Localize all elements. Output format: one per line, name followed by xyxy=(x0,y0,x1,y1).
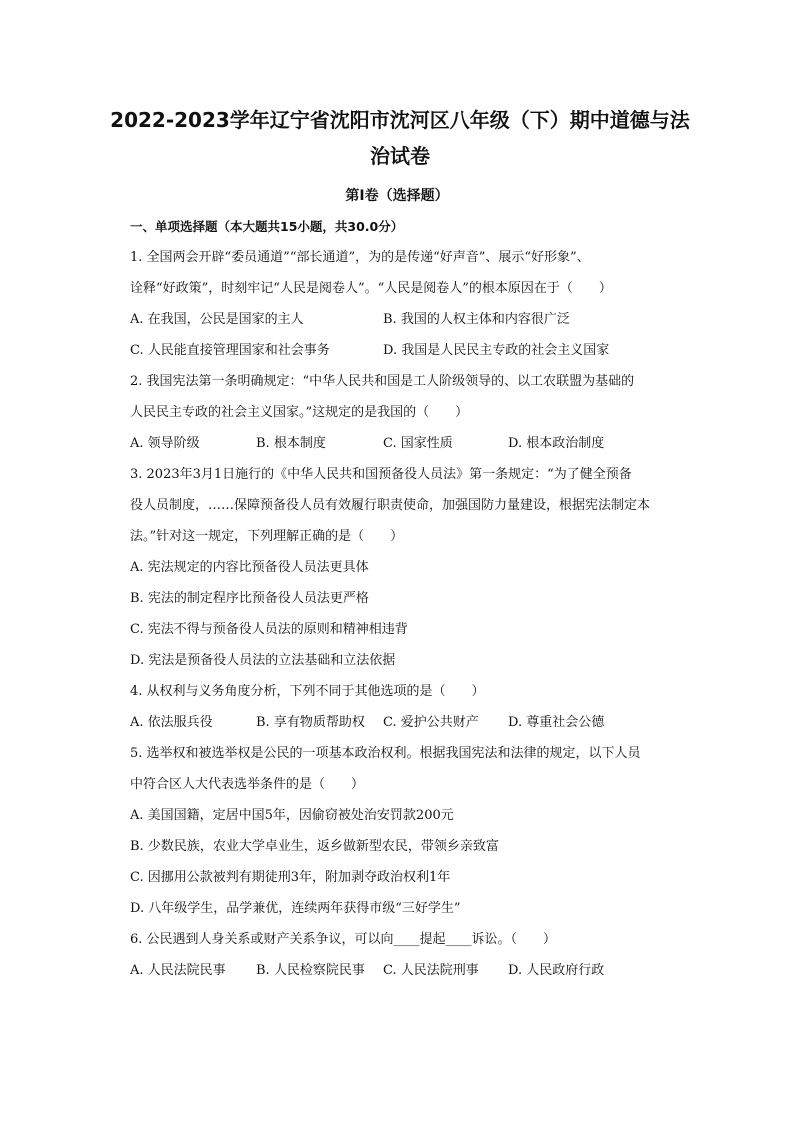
q2-option-a: A. 领导阶级 xyxy=(130,436,200,451)
section-heading: 一、单项选择题（本大题共15小题，共30.0分） xyxy=(130,219,404,234)
q3-stem-line1: 3. 2023年3月1日施行的《中华人民共和国预备役人员法》第一条规定：“为了健全预备 xyxy=(130,467,632,482)
q3-option-a: A. 宪法规定的内容比预备役人员法更具体 xyxy=(130,560,369,575)
q3-option-c: C. 宪法不得与预备役人员法的原则和精神相违背 xyxy=(130,622,408,637)
q1-option-c: C. 人民能直接管理国家和社会事务 xyxy=(130,343,330,358)
q2-stem-line1: 2. 我国宪法第一条明确规定：“中华人民共和国是工人阶级领导的、以工农联盟为基础的 xyxy=(130,374,635,389)
q6-stem-line1: 6. 公民遇到人身关系或财产关系争议，可以向____提起____诉讼。（ ） xyxy=(130,932,557,947)
q3-option-b: B. 宪法的制定程序比预备役人员法更严格 xyxy=(130,591,369,606)
q4-option-b: B. 享有物质帮助权 xyxy=(256,715,365,730)
q3-stem-line3: 法。”针对这一规定，下列理解正确的是（ ） xyxy=(130,529,404,544)
q5-option-c: C. 因挪用公款被判有期徒刑3年，附加剥夺政治权利1年 xyxy=(130,870,451,885)
q1-option-a: A. 在我国，公民是国家的主人 xyxy=(130,312,304,327)
q4-option-c: C. 爱护公共财产 xyxy=(383,715,479,730)
q1-option-b: B. 我国的人权主体和内容很广泛 xyxy=(383,312,570,327)
q6-option-a: A. 人民法院民事 xyxy=(130,963,226,978)
q2-option-d: D. 根本政治制度 xyxy=(508,436,605,451)
q4-option-a: A. 依法服兵役 xyxy=(130,715,213,730)
q5-option-b: B. 少数民族，农业大学卓业生，返乡做新型农民，带领乡亲致富 xyxy=(130,839,499,854)
q6-option-d: D. 人民政府行政 xyxy=(508,963,605,978)
q2-option-b: B. 根本制度 xyxy=(256,436,326,451)
q5-stem-line2: 中符合区人大代表选举条件的是（ ） xyxy=(130,777,365,792)
q6-option-b: B. 人民检察院民事 xyxy=(256,963,365,978)
q3-stem-line2: 役人员制度，……保障预备役人员有效履行职责使命，加强国防力量建设，根据宪法制定本 xyxy=(130,498,651,513)
q4-stem-line1: 4. 从权利与义务角度分析，下列不同于其他选项的是（ ） xyxy=(130,684,485,699)
part-heading: 第Ⅰ卷（选择题） xyxy=(345,188,449,204)
q5-stem-line1: 5. 选举权和被选举权是公民的一项基本政治权利。根据我国宪法和法律的规定，以下人员 xyxy=(130,746,641,761)
q2-stem-line2: 人民民主专政的社会主义国家。”这规定的是我国的（ ） xyxy=(130,405,469,420)
exam-title-line1: 2022-2023学年辽宁省沈阳市沈河区八年级（下）期中道德与法 xyxy=(110,108,690,132)
q3-option-d: D. 宪法是预备役人员法的立法基础和立法依据 xyxy=(130,653,396,668)
q1-stem-line1: 1. 全国两会开辟“委员通道”“部长通道”，为的是传递“好声音”、展示“好形象”、 xyxy=(130,250,590,265)
exam-title-line2: 治试卷 xyxy=(370,144,430,168)
q5-option-d: D. 八年级学生，品学兼优，连续两年获得市级“三好学生” xyxy=(130,901,461,916)
q4-option-d: D. 尊重社会公德 xyxy=(508,715,605,730)
q2-option-c: C. 国家性质 xyxy=(383,436,453,451)
q1-option-d: D. 我国是人民民主专政的社会主义国家 xyxy=(383,343,610,358)
q6-option-c: C. 人民法院刑事 xyxy=(383,963,479,978)
q1-stem-line2: 诠释“好政策”，时刻牢记“人民是阅卷人”。“人民是阅卷人”的根本原因在于（ ） xyxy=(130,281,612,296)
q5-option-a: A. 美国国籍，定居中国5年，因偷窃被处治安罚款200元 xyxy=(130,808,454,823)
